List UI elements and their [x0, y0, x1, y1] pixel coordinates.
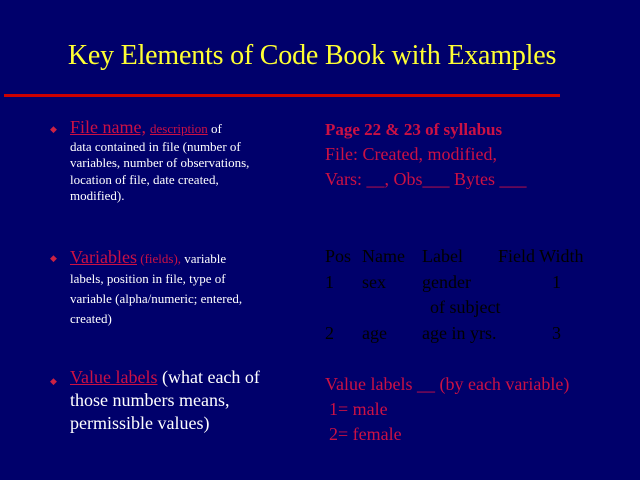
of-text: of [207, 121, 222, 136]
value-labels-example [325, 372, 569, 448]
table-cell-continued: of subject [430, 297, 501, 317]
table-cell: 1 [552, 272, 561, 292]
table-cell: 1 [325, 272, 334, 292]
description-term: description [149, 121, 208, 136]
value-label-female: 2= female [329, 424, 402, 445]
table-header: Pos [325, 246, 352, 266]
table-cell: 3 [552, 323, 561, 343]
table-header: Name [362, 246, 405, 266]
bullet-file-name [70, 116, 260, 204]
variables-term: Variables [70, 247, 137, 267]
value-labels-heading: Value labels __ (by each variable) [325, 374, 570, 394]
file-example [325, 118, 527, 192]
value-labels-term: Value labels [70, 367, 158, 387]
table-cell: sex [362, 272, 386, 292]
value-label-male: 1= male [329, 399, 388, 420]
variables-description: variable labels, position in file, type of variable (alpha/numeric; entered, created) [70, 251, 243, 326]
diamond-bullet-icon: ◆ [50, 253, 57, 263]
file-name-description: data contained in file (number of variables, number of observations, location of file, date created, modified). [70, 139, 250, 203]
file-created-line: File: Created, modified, [325, 143, 497, 164]
bullet-value-labels [70, 366, 260, 435]
fields-term: (fields), [136, 251, 182, 266]
slide-title: Key Elements of Code Book with Examples [67, 40, 557, 71]
table-header: Field Width [498, 246, 584, 266]
table-cell: gender [422, 272, 471, 292]
file-name-term: File name, [70, 117, 146, 137]
syllabus-page-ref: Page 22 & 23 of syllabus [325, 120, 503, 139]
table-cell: age in yrs. [422, 323, 497, 343]
value-labels-description: (what each of those numbers means, permissible values) [70, 367, 260, 433]
diamond-bullet-icon: ◆ [50, 376, 57, 386]
vars-obs-bytes-line: Vars: __, Obs___ Bytes ___ [325, 168, 527, 189]
table-cell: age [362, 323, 387, 343]
title-divider [4, 94, 560, 97]
bullet-variables [70, 246, 260, 329]
table-cell: 2 [325, 323, 334, 343]
table-header: Label [422, 246, 463, 266]
diamond-bullet-icon: ◆ [50, 124, 57, 134]
